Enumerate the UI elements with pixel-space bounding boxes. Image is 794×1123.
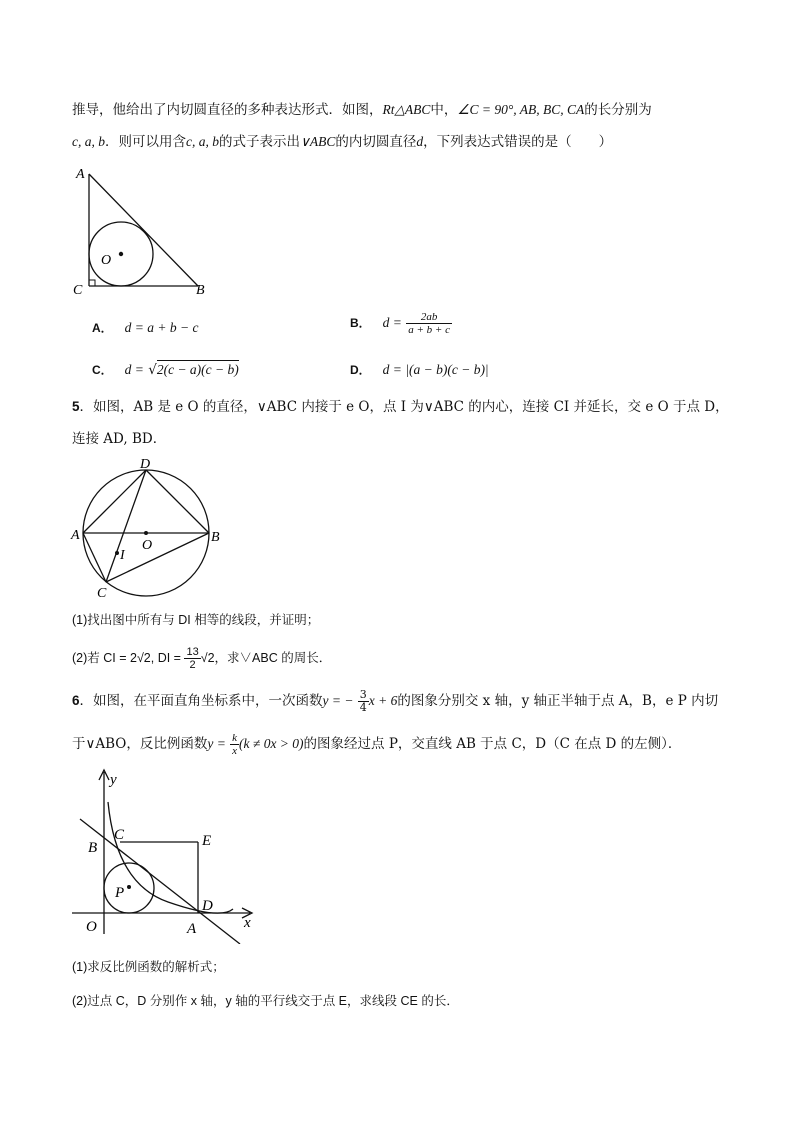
- q6-text: ．如图，在平面直角坐标系中，一次函数: [79, 693, 323, 709]
- fraction-den: x: [232, 745, 238, 757]
- q6-label-c: C: [114, 827, 125, 843]
- q4-triangle: ∨ABC: [300, 134, 336, 149]
- q5-text: ．如图，AB 是 e O 的直径，∨ABC 内接于 e O，点 I 为∨ABC 的内心，连接 CI 并延长，交 e O 于点 D，: [79, 399, 729, 415]
- q6-line-1: [72, 689, 718, 714]
- q6-eq: x + 6: [368, 693, 398, 708]
- option-expr: d =: [124, 362, 144, 377]
- q5-label-b: B: [211, 530, 220, 545]
- q4-label-o: O: [101, 253, 112, 268]
- q4-option-b: [350, 311, 452, 336]
- fraction-den: 4: [359, 701, 367, 714]
- fraction: [406, 311, 452, 336]
- q6-label-p: P: [115, 885, 125, 901]
- q6-eq: y =: [207, 736, 226, 751]
- q6-text: (1)求反比例函数的解析式；: [72, 960, 225, 974]
- q6-text: 于∨ABO，反比例函数: [72, 736, 208, 752]
- q4-vars: c, a, b: [72, 134, 105, 149]
- fraction: [358, 689, 369, 714]
- fraction: [230, 732, 239, 757]
- option-expr: d = |(a − b)(c − b)|: [382, 362, 489, 377]
- q4-text: 的长分别为: [584, 102, 652, 118]
- q4-text: 推导，他给出了内切圆直径的多种表达形式．如图，: [72, 102, 383, 118]
- q4-text: ．则可以用含: [105, 134, 186, 150]
- q6-label-e: E: [202, 833, 212, 849]
- q4-text: 的内切圆直径: [335, 134, 417, 150]
- q6-label-d: D: [202, 898, 213, 914]
- fraction-den: a + b + c: [408, 324, 450, 336]
- q4-line-1: [72, 101, 652, 119]
- q6-figure: [68, 764, 268, 944]
- q6-label-x: x: [244, 915, 251, 931]
- q4-vars: c, a, b: [186, 134, 219, 149]
- q4-option-a: [92, 319, 199, 336]
- q6-label-y: y: [110, 772, 117, 788]
- q4-line-2: [72, 133, 612, 151]
- option-label: C．: [92, 363, 113, 377]
- q4-angle: ∠C = 90°, AB, BC, CA: [457, 102, 585, 117]
- q4-var-d: d: [416, 134, 424, 149]
- q4-figure: [70, 162, 220, 302]
- q6-line-2: [72, 732, 681, 757]
- q5-text: (1)找出图中所有与 DI 相等的线段，并证明；: [72, 613, 320, 627]
- option-label: D．: [350, 363, 371, 377]
- q5-figure: [68, 455, 228, 600]
- option-label: B．: [350, 316, 371, 330]
- question-number: 6: [72, 693, 80, 708]
- q6-eq: y = −: [322, 693, 354, 708]
- fraction-num: 3: [359, 688, 367, 701]
- q5-label-d: D: [140, 457, 151, 472]
- fraction-num: 2ab: [406, 311, 452, 324]
- q5-part-1: [72, 611, 319, 629]
- q4-label-b: B: [196, 283, 205, 298]
- q6-eq: (k ≠ 0x > 0): [239, 736, 304, 751]
- q6-text: 的图象分别交 x 轴，y 轴正半轴于点 A，B，e P 内切: [397, 693, 719, 709]
- option-expr: d = a + b − c: [124, 320, 199, 335]
- option-label: A．: [92, 321, 113, 335]
- fraction-num: k: [232, 732, 238, 744]
- option-expr: d =: [382, 315, 402, 330]
- q6-text: 的图象经过点 P，交直线 AB 于点 C，D（C 在点 D 的左侧）．: [303, 736, 682, 752]
- q5-label-a: A: [71, 528, 80, 543]
- sqrt-expr: 2(c − a)(c − b): [156, 362, 239, 377]
- q4-label-c: C: [73, 283, 83, 298]
- q6-text: (2)过点 C，D 分别作 x 轴，y 轴的平行线交于点 E，求线段 CE 的长．: [72, 994, 459, 1008]
- fraction-den: 2: [189, 659, 196, 671]
- fraction-num: 13: [186, 646, 199, 658]
- fraction: [184, 646, 200, 671]
- q5-label-o: O: [142, 538, 153, 553]
- q4-text: 中，: [430, 102, 458, 118]
- q5-line-2: [72, 430, 166, 448]
- q5-text: 连接 AD, BD．: [72, 431, 167, 447]
- q6-part-2: [72, 992, 459, 1010]
- q6-label-o: O: [86, 919, 97, 935]
- q4-option-d: [350, 361, 489, 378]
- q6-label-b: B: [88, 840, 98, 856]
- q5-label-c: C: [97, 586, 107, 600]
- q5-text: (2)若 CI = 2√2, DI =: [72, 650, 181, 665]
- q4-text: 的式子表示出: [219, 134, 300, 150]
- q6-label-a: A: [187, 921, 197, 937]
- q5-label-i: I: [120, 548, 125, 563]
- q5-part-2: [72, 646, 331, 671]
- question-number: 5: [72, 399, 80, 414]
- q4-rt-triangle: Rt△ABC: [382, 102, 431, 117]
- q6-part-1: [72, 958, 225, 976]
- q5-text: √2，求∨ABC 的周长．: [200, 650, 332, 665]
- q4-label-a: A: [76, 167, 85, 182]
- q5-line-1: [72, 398, 729, 416]
- q4-option-c: C． d = √2(c − a)(c − b): [92, 362, 239, 378]
- q4-text: ，下列表达式错误的是（ ）: [423, 134, 613, 150]
